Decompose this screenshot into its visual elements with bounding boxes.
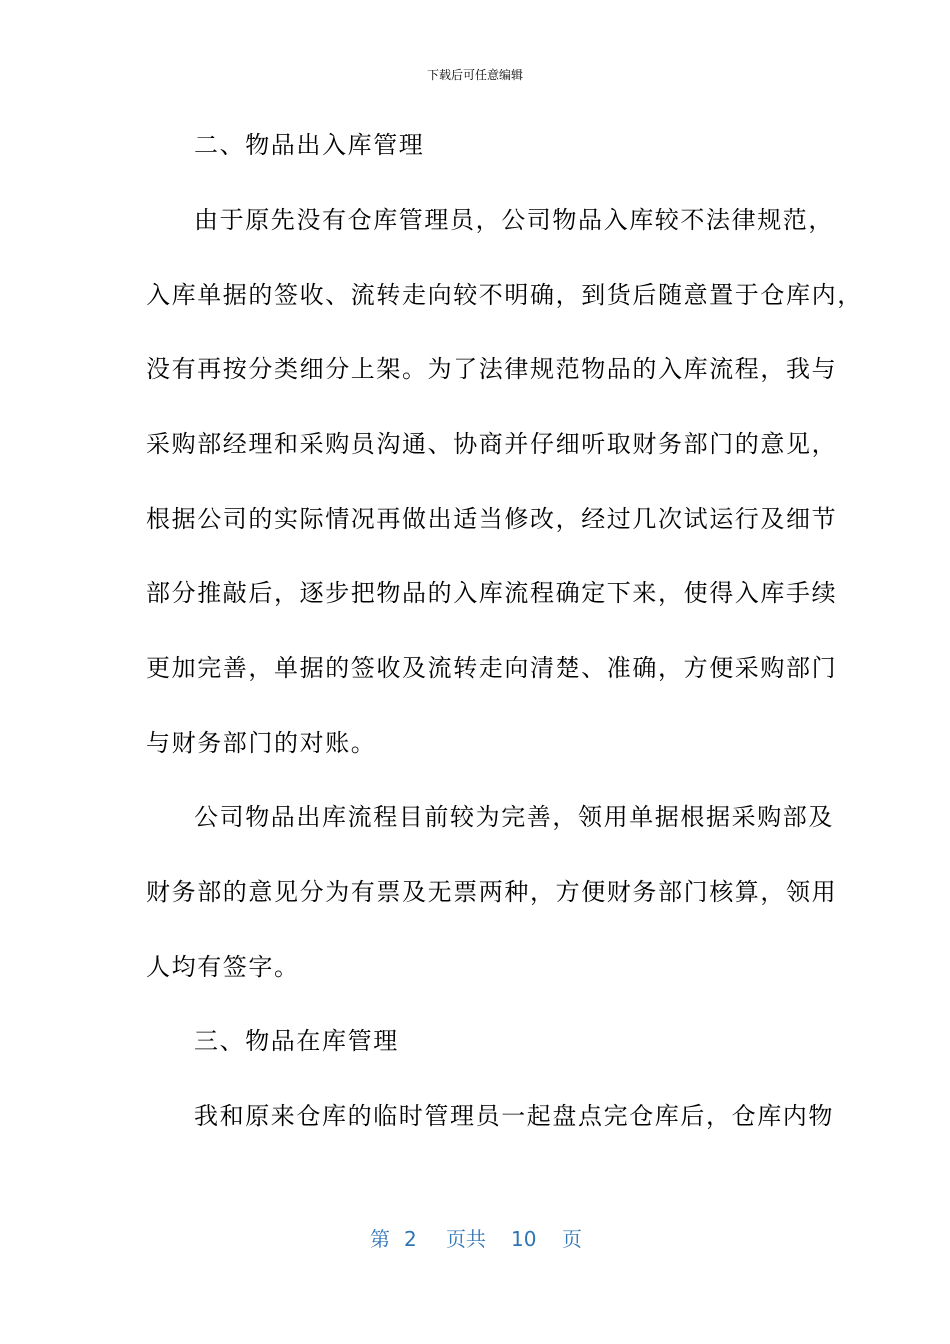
paragraph-line: 根据公司的实际情况再做出适当修改，经过几次试运行及细节 [146,505,838,533]
page-total: 10 [511,1227,537,1251]
page-current: 2 [404,1227,417,1251]
paragraph-line: 人均有签字。 [146,953,300,981]
paragraph-line: 部分推敲后，逐步把物品的入库流程确定下来，使得入库手续 [146,579,838,607]
paragraph-line: 采购部经理和采购员沟通、协商并仔细听取财务部门的意见， [146,430,838,458]
page-suffix: 页 [562,1227,582,1251]
paragraph-line: 更加完善，单据的签收及流转走向清楚、准确，方便采购部门 [146,654,838,682]
page-prefix: 第 [370,1227,390,1251]
paragraph-line: 入库单据的签收、流转走向较不明确，到货后随意置于仓库内， [146,281,863,309]
paragraph-line: 没有再按分类细分上架。为了法律规范物品的入库流程，我与 [146,355,838,383]
section-heading-2: 二、物品出入库管理 [194,131,425,159]
page-middle: 页共 [446,1227,486,1251]
page-footer [0,1226,950,1252]
paragraph-line: 公司物品出库流程目前较为完善，领用单据根据采购部及 [194,803,834,831]
section-heading-3: 三、物品在库管理 [194,1027,399,1055]
paragraph-line: 与财务部门的对账。 [146,729,377,757]
paragraph-line: 我和原来仓库的临时管理员一起盘点完仓库后，仓库内物 [194,1102,834,1130]
paragraph-line: 财务部的意见分为有票及无票两种，方便财务部门核算，领用 [146,878,838,906]
paragraph-line: 由于原先没有仓库管理员，公司物品入库较不法律规范， [194,206,834,234]
header-note: 下载后可任意编辑 [426,68,523,82]
